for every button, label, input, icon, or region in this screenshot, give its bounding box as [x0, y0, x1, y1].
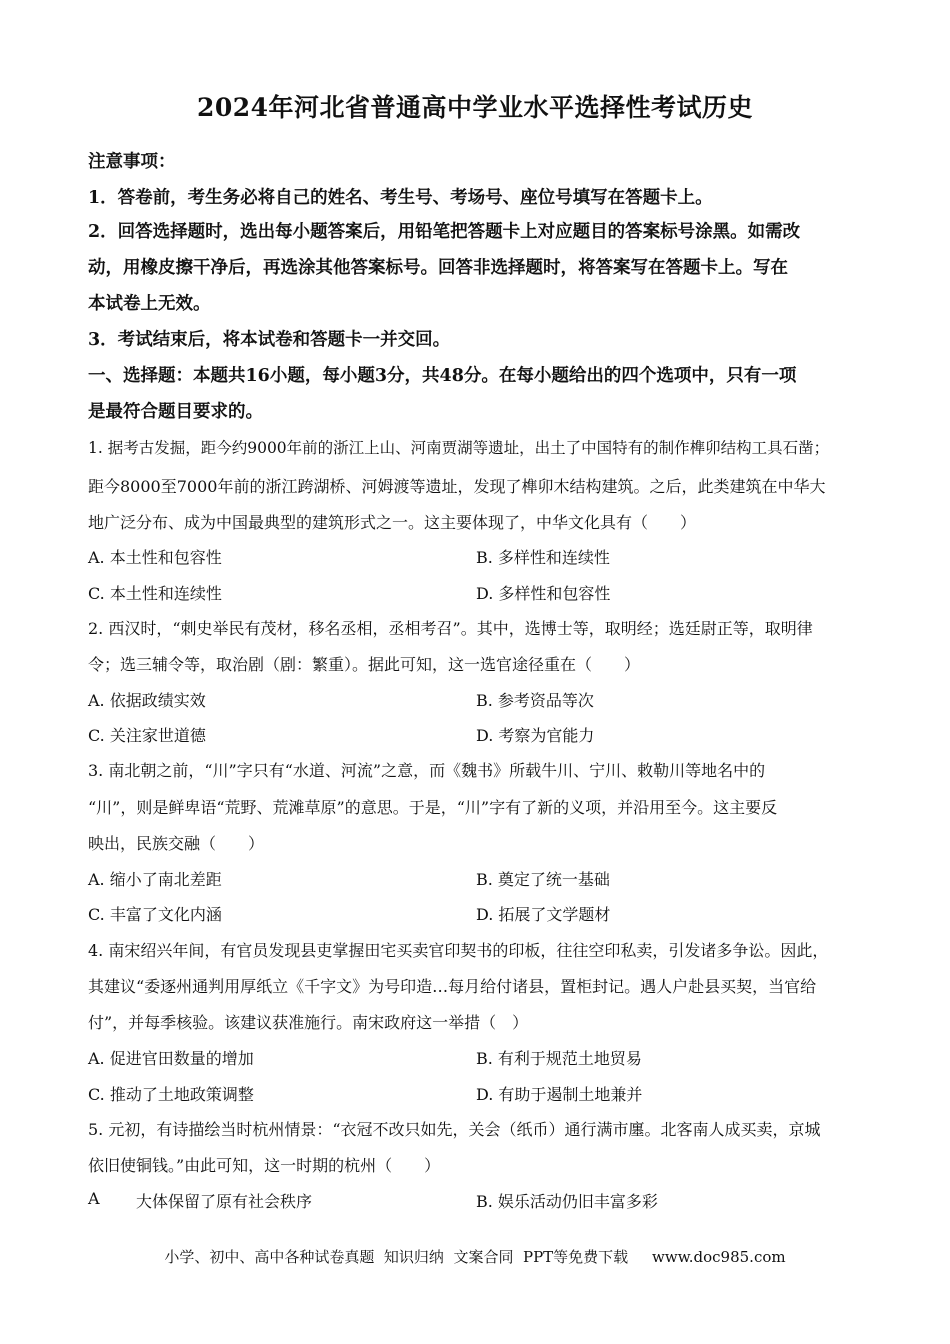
q3-option-d: D. 拓展了文学题材	[476, 905, 611, 924]
q1-stem-line-2: 距今8000至7000年前的浙江跨湖桥、河姆渡等遗址，发现了榫卯木结构建筑。之后，此类建筑在中华大	[88, 477, 826, 496]
q2-option-b: B. 参考资品等次	[476, 691, 594, 710]
q2-option-d: D. 考察为官能力	[476, 726, 595, 745]
notice-heading: 注意事项：	[88, 152, 176, 172]
notice-item-2-line-3: 本试卷上无效。	[88, 294, 211, 314]
q4-option-c: C. 推动了土地政策调整	[88, 1085, 254, 1104]
q1-stem-line-3: 地广泛分布、成为中国最典型的建筑形式之一。这主要体现了，中华文化具有（ ）	[88, 513, 697, 532]
q4-stem-line-2: 其建议“委逐州通判用厚纸立《千字文》为号印造…每月给付诸县，置柜封记。遇人户赴县买契，当官给	[88, 977, 817, 996]
notice-item-2-line-2: 动，用橡皮擦干净后，再选涂其他答案标号。回答非选择题时，将答案写在答题卡上。写在	[88, 258, 788, 278]
q2-stem-line-1: 2. 西汉时，“刺史举民有茂材，移名丞相，丞相考召”。其中，选博士等，取明经；选廷尉正等，取明律	[88, 619, 813, 638]
q1-option-a: A. 本土性和包容性	[88, 548, 222, 567]
q3-option-c: C. 丰富了文化内涵	[88, 905, 222, 924]
q4-stem-line-3: 付”，并每季核验。该建议获准施行。南宋政府这一举措（ ）	[88, 1013, 529, 1032]
q3-stem-line-1: 3. 南北朝之前，“川”字只有“水道、河流”之意，而《魏书》所载牛川、宁川、敕勒川等地名中的	[88, 761, 766, 780]
q5-stem-line-1: 5. 元初，有诗描绘当时杭州情景：“衣冠不改只如先，关会（纸币）通行满市廛。北客南人成买卖，京城	[88, 1120, 821, 1139]
q1-stem-line-1: 1. 据考古发掘，距今约9000年前的浙江上山、河南贾湖等遗址，出土了中国特有的制作榫卯结构工具石凿；	[88, 439, 830, 457]
q5-stem-line-2: 依旧使铜钱。”由此可知，这一时期的杭州（ ）	[88, 1156, 441, 1175]
section-heading-line-1: 一、选择题：本题共16小题，每小题3分，共48分。在每小题给出的四个选项中，只有一项	[88, 366, 797, 386]
page-footer: 小学、初中、高中各种试卷真题 知识归纳 文案合同 PPT等免费下载 www.doc985.com	[164, 1248, 786, 1266]
q3-stem-line-3: 映出，民族交融（ ）	[88, 834, 265, 853]
q2-option-c: C. 关注家世道德	[88, 726, 206, 745]
notice-item-1: 1．答卷前，考生务必将自己的姓名、考生号、考场号、座位号填写在答题卡上。	[88, 188, 713, 208]
q3-stem-line-2: “川”，则是鲜卑语“荒野、荒滩草原”的意思。于是，“川”字有了新的义项，并沿用至今。这主要反	[88, 798, 778, 817]
section-heading-line-2: 是最符合题目要求的。	[88, 402, 263, 422]
q4-option-d: D. 有助于遏制土地兼并	[476, 1085, 643, 1104]
q5-option-a-text: 大体保留了原有社会秩序	[136, 1192, 313, 1211]
q4-option-b: B. 有利于规范土地贸易	[476, 1049, 642, 1068]
q1-option-b: B. 多样性和连续性	[476, 548, 610, 567]
q5-option-b: B. 娱乐活动仍旧丰富多彩	[476, 1192, 658, 1211]
q3-option-b: B. 奠定了统一基础	[476, 870, 610, 889]
exam-title: 2024年河北省普通高中学业水平选择性考试历史	[196, 93, 754, 122]
q4-stem-line-1: 4. 南宋绍兴年间，有官员发现县吏掌握田宅买卖官印契书的印板，往往空印私卖，引发诸多争讼。因此，	[88, 941, 829, 960]
q1-option-d: D. 多样性和包容性	[476, 584, 611, 603]
q5-option-a-letter: A	[88, 1189, 100, 1208]
q2-option-a: A. 依据政绩实效	[88, 691, 206, 710]
notice-item-2-line-1: 2．回答选择题时，选出每小题答案后，用铅笔把答题卡上对应题目的答案标号涂黑。如需改	[88, 222, 801, 242]
q3-option-a: A. 缩小了南北差距	[88, 870, 222, 889]
q2-stem-line-2: 令；选三辅令等，取治剧（剧：繁重）。据此可知，这一选官途径重在（ ）	[88, 655, 641, 674]
notice-item-3: 3．考试结束后，将本试卷和答题卡一并交回。	[88, 330, 451, 350]
q4-option-a: A. 促进官田数量的增加	[88, 1049, 254, 1068]
q1-option-c: C. 本土性和连续性	[88, 584, 222, 603]
